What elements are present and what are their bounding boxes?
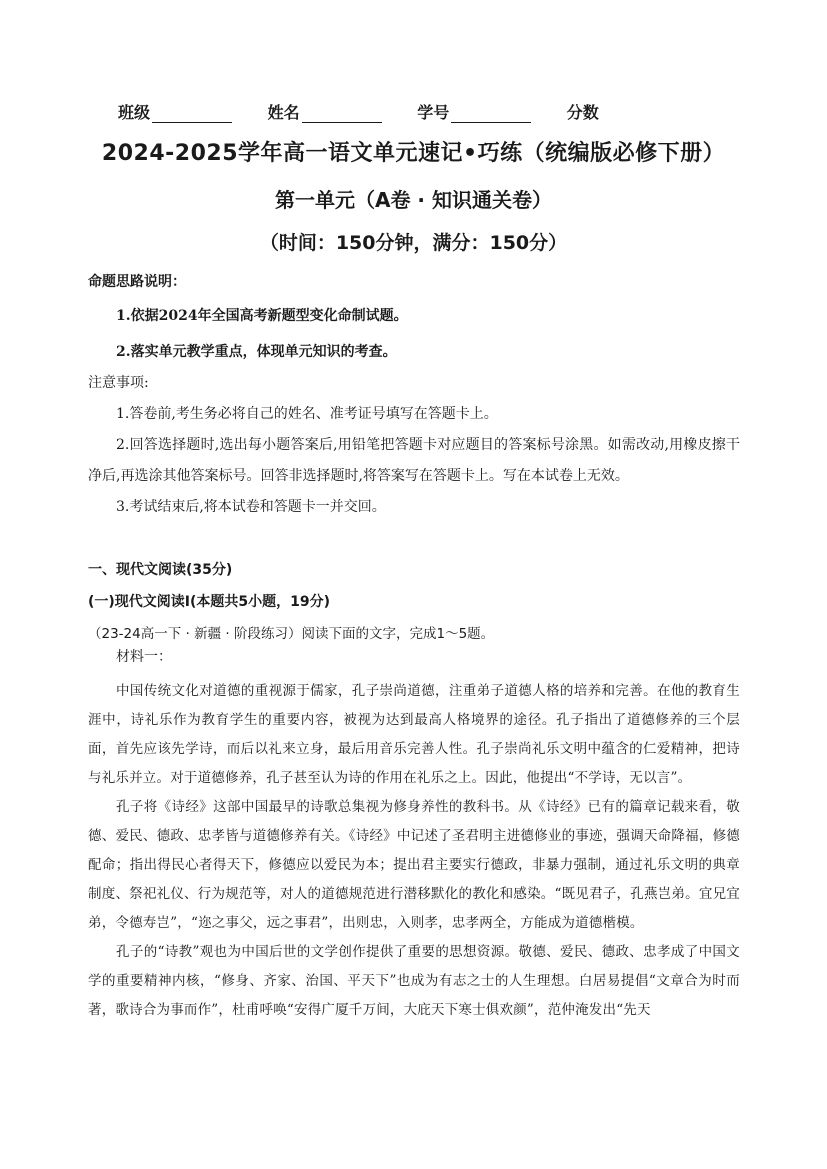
material-paragraph: 孔子将《诗经》这部中国最早的诗歌总集视为修身养性的教科书。从《诗经》已有的篇章记载来看，敬德、爱民、德政、忠孝皆与道德修养有关。《诗经》中记述了圣君明主进德修业的事迹，强调天命降福，修德配命；指出得民心者得天下，修德应以爱民为本；提出君主要实行德政，非暴力强制，通过礼乐文明的典章制度、祭祀礼仪、行为规范等，对人的道德规范进行潜移默化的教化和感染。“既见君子，孔燕岂弟。宜兄宜弟，令德寿岂”，“迩之事父，远之事君”，出则忠，入则孝，忠孝两全，方能成为道德楷模。 — [88, 799, 740, 931]
notices-heading: 注意事项: — [88, 375, 149, 391]
material-paragraph: 中国传统文化对道德的重视源于儒家，孔子崇尚道德，注重弟子道德人格的培养和完善。在他的教育生涯中，诗礼乐作为教育学生的重要内容，被视为达到最高人格境界的途径。孔子指出了道德修养的三个层面，首先应该先学诗，而后以礼来立身，最后用音乐完善人性。孔子崇尚礼乐文明中蕴含的仁爱精神，把诗与礼乐并立。对于道德修养，孔子甚至认为诗的作用在礼乐之上。因此，他提出“不学诗，无以言”。 — [88, 683, 740, 786]
student-id-blank[interactable] — [451, 106, 531, 123]
reading-material — [88, 647, 740, 1025]
material-label: 材料一： — [116, 649, 172, 665]
name-field[interactable] — [268, 100, 382, 123]
name-blank[interactable] — [302, 106, 382, 123]
design-note-item: 2.落实单元教学重点，体现单元知识的考查。 — [116, 344, 397, 360]
class-blank[interactable] — [152, 106, 232, 123]
notice-item: 2.回答选择题时,选出每小题答案后,用铅笔把答题卡对应题目的答案标号涂黑。如需改动,用橡皮擦干净后,再选涂其他答案标号。回答非选择题时,将答案写在答题卡上。写在本试卷上无效。 — [88, 437, 740, 484]
exam-notices — [88, 368, 740, 523]
design-notes-heading: 命题思路说明： — [88, 274, 186, 290]
time-and-score: （时间：150分钟，满分：150分） — [259, 232, 568, 254]
design-note-item: 1.依据2024年全国高考新题型变化命制试题。 — [116, 308, 408, 324]
unit-title: 第一单元（A卷 · 知识通关卷） — [274, 188, 552, 212]
student-info-fields — [118, 100, 718, 123]
class-field[interactable] — [118, 100, 232, 123]
question-source: （23-24高一下 · 新疆 · 阶段练习）阅读下面的文字，完成1～5题。 — [88, 626, 495, 642]
exam-title: 2024-2025学年高一语文单元速记•巧练（统编版必修下册） — [101, 141, 726, 166]
material-paragraph: 孔子的“诗教”观也为中国后世的文学创作提供了重要的思想资源。敬德、爱民、德政、忠孝成了中国文学的重要精神内核，“修身、齐家、治国、平天下”也成为有志之士的人生理想。白居易提倡“文章合为时而著，歌诗合为事而作”，杜甫呼唤“安得广厦千万间，大庇天下寒士俱欢颜”，范仲淹发出“先天 — [88, 944, 740, 1018]
score-field — [567, 100, 599, 123]
notice-item: 1.答卷前,考生务必将自己的姓名、准考证号填写在答题卡上。 — [116, 406, 498, 422]
name-label: 姓名 — [267, 103, 300, 122]
section-heading: 一、现代文阅读(35分) — [88, 562, 233, 578]
notice-item: 3.考试结束后,将本试卷和答题卡一并交回。 — [116, 499, 386, 515]
design-notes — [88, 272, 740, 378]
score-label: 分数 — [566, 103, 599, 122]
student-id-label: 学号 — [417, 103, 450, 122]
class-label: 班级 — [118, 103, 151, 122]
section-modern-reading — [88, 560, 740, 656]
student-id-field[interactable] — [417, 100, 531, 123]
section-subheading: (一)现代文阅读Ⅰ(本题共5小题，19分) — [88, 594, 331, 610]
